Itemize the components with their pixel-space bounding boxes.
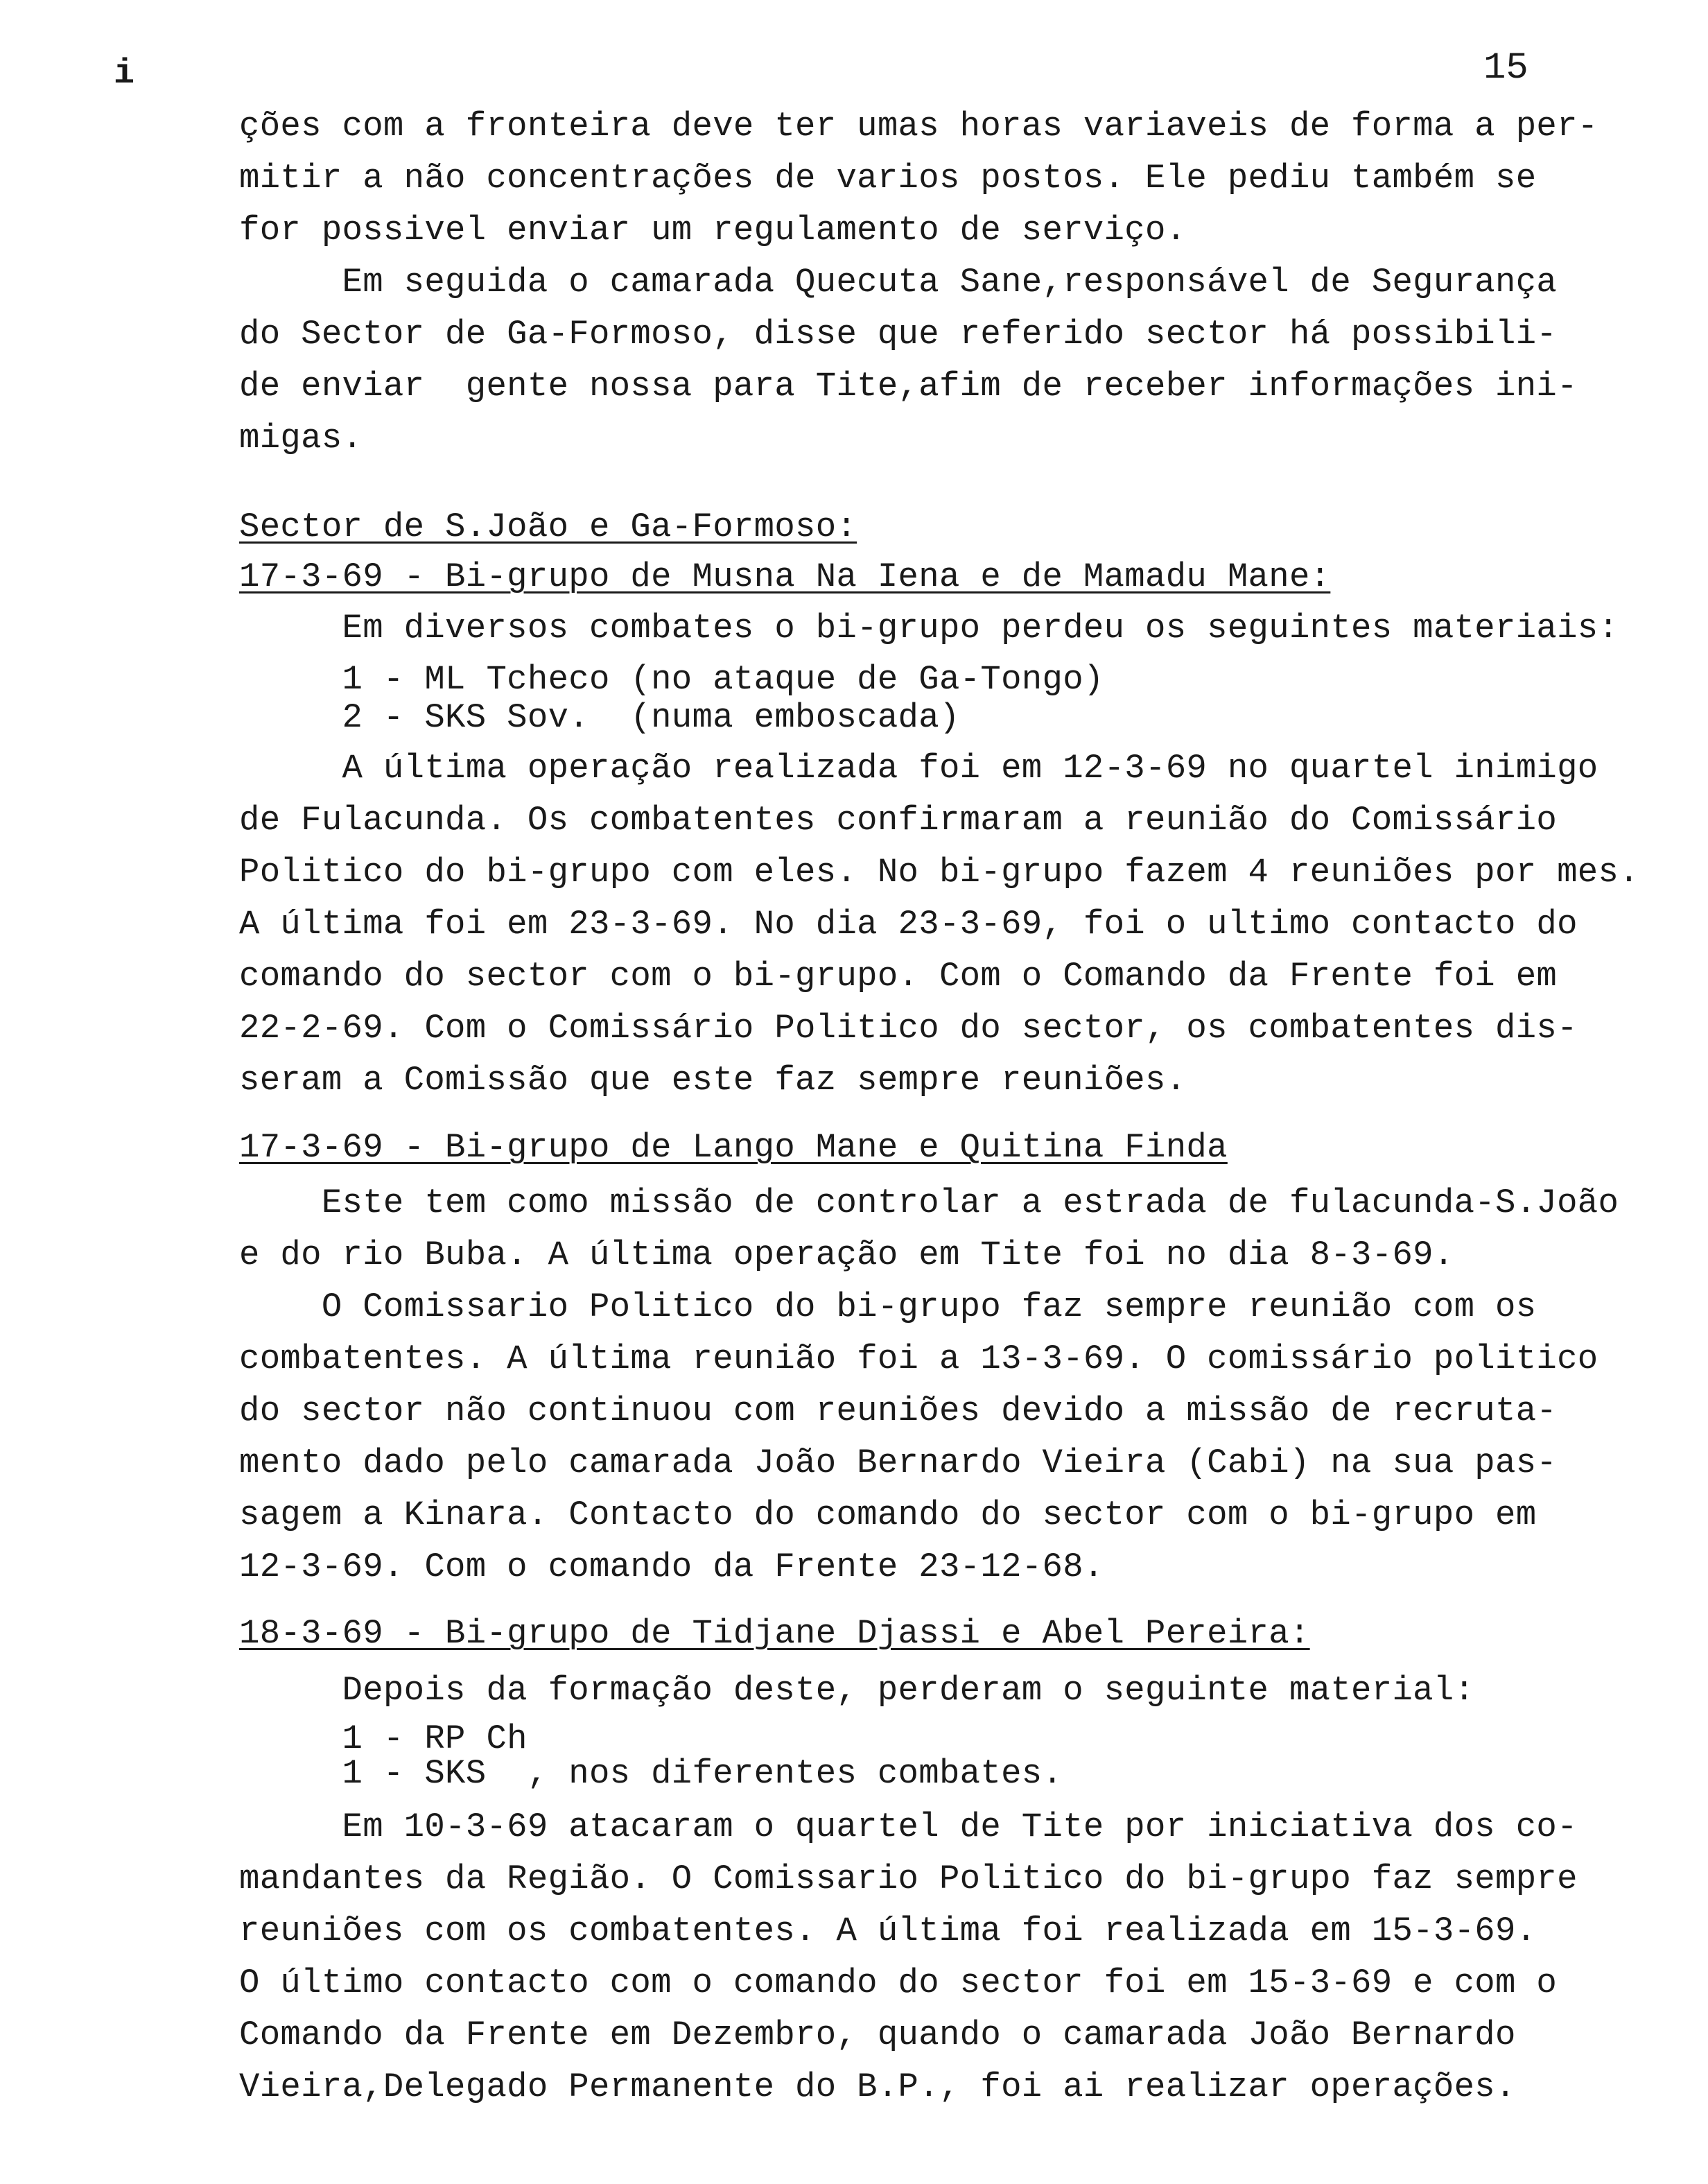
text-line: de enviar gente nossa para Tite,afim de receber informações ini- (239, 367, 1578, 406)
page-number: 15 (1483, 47, 1528, 89)
text-line: Em seguida o camarada Quecuta Sane,responsável de Segurança (239, 263, 1558, 302)
margin-mark: i (114, 54, 135, 94)
text-line: Este tem como missão de controlar a estrada de fulacunda-S.João (239, 1184, 1619, 1222)
text-line: Politico do bi-grupo com eles. No bi-grupo fazem 4 reuniões por mes. (239, 853, 1639, 892)
text-line: Comando da Frente em Dezembro, quando o camarada João Bernardo (239, 2016, 1516, 2054)
text-line: reuniões com os combatentes. A última foi realizada em 15-3-69. (239, 1912, 1537, 1950)
text-line: Em diversos combates o bi-grupo perdeu os seguintes materiais: (239, 609, 1619, 648)
text-line: Vieira,Delegado Permanente do B.P., foi ai realizar operações. (239, 2068, 1516, 2106)
text-line: for possivel enviar um regulamento de serviço. (239, 211, 1187, 250)
text-line: e do rio Buba. A última operação em Tite foi no dia 8-3-69. (239, 1236, 1454, 1274)
subsection-heading: 17-3-69 - Bi-grupo de Lango Mane e Quitina Finda (239, 1128, 1228, 1167)
subsection-heading: 17-3-69 - Bi-grupo de Musna Na Iena e de Mamadu Mane: (239, 557, 1331, 596)
text-line: mento dado pelo camarada João Bernardo Vieira (Cabi) na sua pas- (239, 1444, 1558, 1482)
text-line: A última foi em 23-3-69. No dia 23-3-69, foi o ultimo contacto do (239, 905, 1578, 944)
text-line: do sector não continuou com reuniões devido a missão de recruta- (239, 1392, 1558, 1430)
text-line: migas. (239, 419, 363, 458)
text-line: O Comissario Politico do bi-grupo faz sempre reunião com os (239, 1288, 1537, 1326)
text-line: sagem a Kinara. Contacto do comando do sector com o bi-grupo em (239, 1496, 1537, 1534)
list-item: 1 - RP Ch (239, 1719, 528, 1758)
text-line: comando do sector com o bi-grupo. Com o Comando da Frente foi em (239, 957, 1558, 996)
text-line: Em 10-3-69 atacaram o quartel de Tite por iniciativa dos co- (239, 1808, 1578, 1846)
list-item: 2 - SKS Sov. (numa emboscada) (239, 698, 960, 737)
text-line: Depois da formação deste, perderam o seguinte material: (239, 1671, 1475, 1710)
list-item: 1 - ML Tcheco (no ataque de Ga-Tongo) (239, 660, 1104, 699)
list-item: 1 - SKS , nos diferentes combates. (239, 1754, 1063, 1793)
text-line: mitir a não concentrações de varios postos. Ele pediu também se (239, 159, 1537, 198)
text-line: 22-2-69. Com o Comissário Politico do sector, os combatentes dis- (239, 1009, 1578, 1048)
text-line: O último contacto com o comando do sector foi em 15-3-69 e com o (239, 1964, 1558, 2002)
text-line: 12-3-69. Com o comando da Frente 23-12-68. (239, 1548, 1104, 1586)
subsection-heading: 18-3-69 - Bi-grupo de Tidjane Djassi e Abel Pereira: (239, 1614, 1310, 1653)
section-heading: Sector de S.João e Ga-Formoso: (239, 508, 857, 546)
text-line: A última operação realizada foi em 12-3-69 no quartel inimigo (239, 749, 1598, 788)
text-line: do Sector de Ga-Formoso, disse que referido sector há possibili- (239, 315, 1558, 354)
text-line: combatentes. A última reunião foi a 13-3-69. O comissário politico (239, 1340, 1598, 1378)
text-line: ções com a fronteira deve ter umas horas variaveis de forma a per- (239, 107, 1598, 146)
text-line: seram a Comissão que este faz sempre reuniões. (239, 1061, 1187, 1100)
text-line: mandantes da Região. O Comissario Politico do bi-grupo faz sempre (239, 1860, 1578, 1898)
text-line: de Fulacunda. Os combatentes confirmaram a reunião do Comissário (239, 801, 1558, 840)
